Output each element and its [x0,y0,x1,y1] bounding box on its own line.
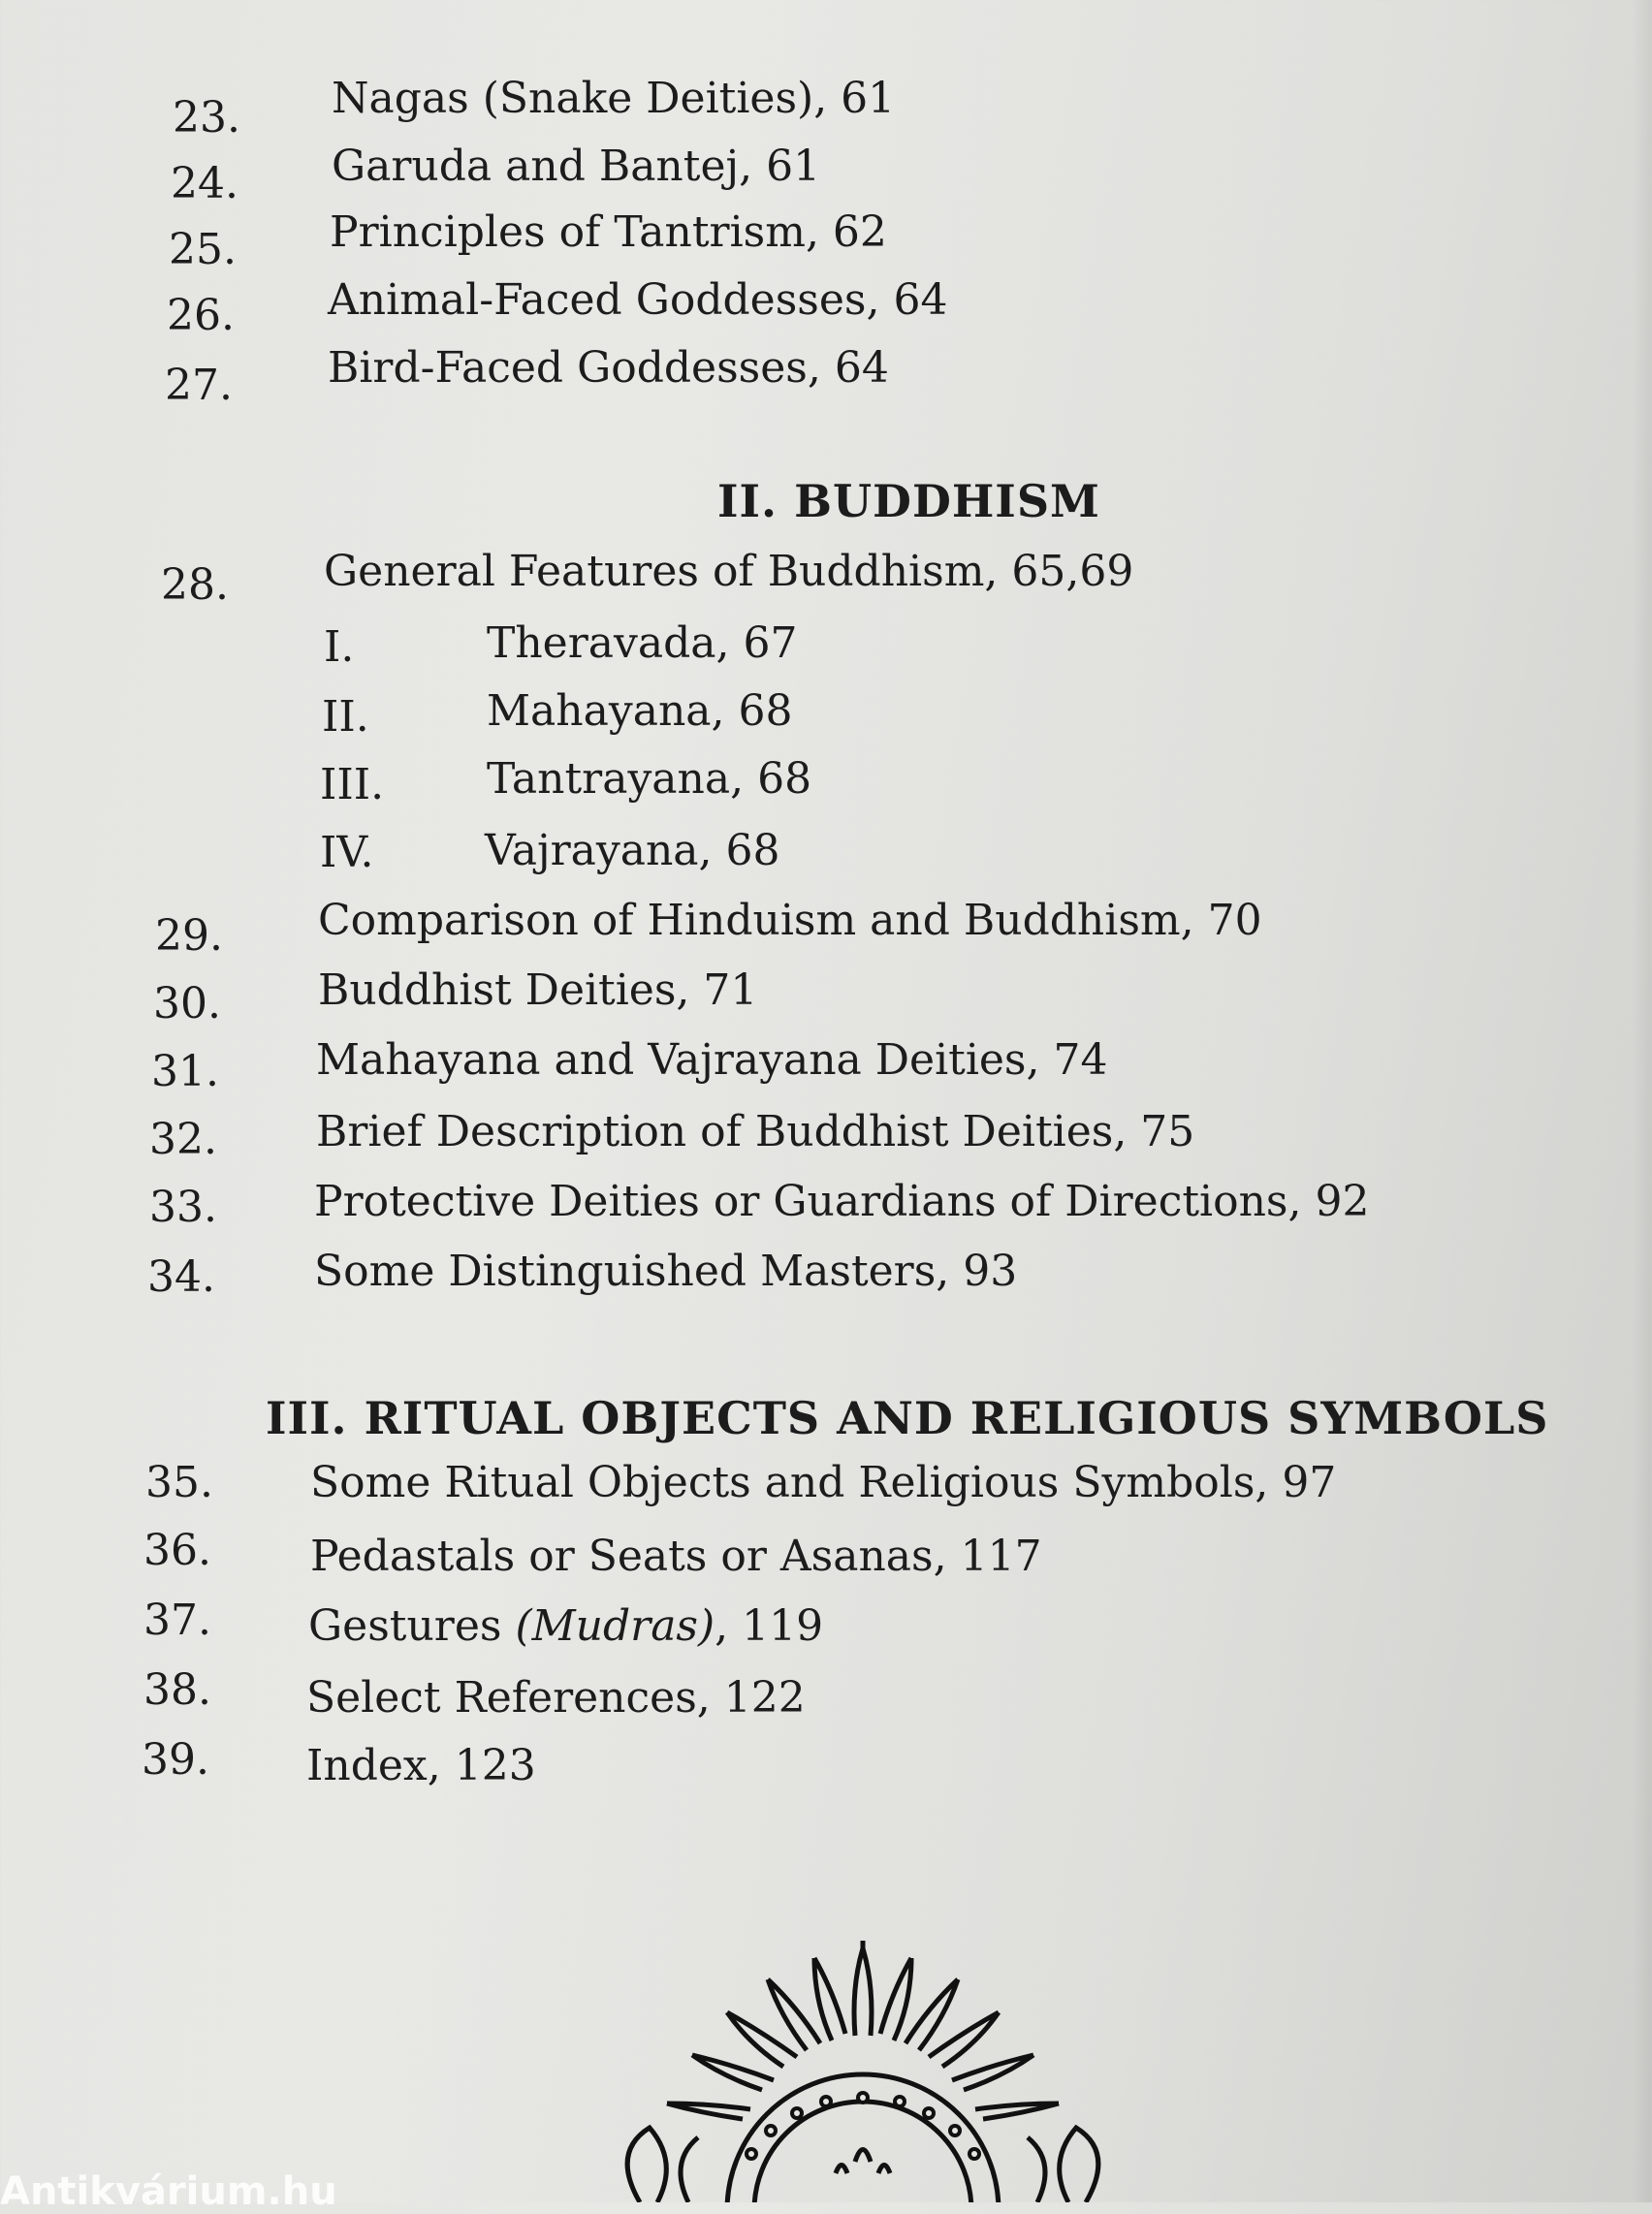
entry-number: 29. [155,911,223,961]
sub-numeral: I. [324,622,355,672]
entry-number: 25. [169,225,237,274]
entry-number: 28. [161,560,229,610]
entry-title: Protective Deities or Guardians of Directions, 92 [314,1177,1370,1226]
entry-title: Some Distinguished Masters, 93 [314,1247,1018,1296]
entry-title: Comparison of Hinduism and Buddhism, 70 [318,896,1262,945]
page-edge-shadow [1633,0,1652,2202]
entry-number: 38. [143,1665,211,1715]
entry-title: Garuda and Bantej, 61 [332,142,821,191]
entry-number: 37. [143,1596,211,1645]
entry-title-text: Gestures [308,1601,516,1651]
entry-title [308,1601,823,1652]
entry-title-page: , 119 [715,1601,824,1651]
entry-title: Brief Description of Buddhist Deities, 75 [316,1107,1195,1156]
entry-number: 26. [167,291,235,340]
entry-title: Nagas (Snake Deities), 61 [332,74,896,123]
entry-title: Buddhist Deities, 71 [318,965,758,1015]
entry-title: Index, 123 [306,1741,536,1790]
entry-title-italic: (Mudras) [515,1601,715,1651]
entry-title: Principles of Tantrism, 62 [330,207,887,257]
watermark: Antikvárium.hu [0,2169,337,2214]
entry-number: 36. [143,1526,211,1575]
entry-number: 27. [165,361,233,410]
entry-number: 30. [153,979,221,1028]
section-heading-buddhism: II. BUDDHISM [717,475,1100,527]
entry-number: 34. [147,1252,215,1302]
entry-number: 39. [142,1735,209,1785]
sub-numeral: IV. [320,828,374,877]
entry-title: Select References, 122 [306,1673,806,1723]
entry-number: 35. [145,1458,213,1507]
sub-title: Theravada, 67 [487,618,798,668]
sub-title: Tantrayana, 68 [487,754,812,804]
entry-number: 33. [149,1183,217,1232]
sub-numeral: II. [322,692,369,742]
entry-title: General Features of Buddhism, 65,69 [324,547,1134,596]
entry-number: 31. [151,1047,219,1096]
sub-title: Vajrayana, 68 [485,826,780,875]
sub-title: Mahayana, 68 [487,686,793,736]
entry-number: 32. [149,1115,217,1164]
entry-number: 24. [171,159,238,208]
entry-title: Mahayana and Vajrayana Deities, 74 [316,1035,1108,1085]
entry-title: Animal-Faced Goddesses, 64 [328,275,948,325]
entry-title: Pedastals or Seats or Asanas, 117 [310,1532,1042,1581]
sub-numeral: III. [320,760,385,809]
section-heading-ritual: III. RITUAL OBJECTS AND RELIGIOUS SYMBOLS [266,1392,1549,1444]
entry-title: Bird-Faced Goddesses, 64 [328,343,889,393]
lotus-mandala-icon [543,1919,1183,2202]
entry-number: 23. [173,93,240,142]
entry-title: Some Ritual Objects and Religious Symbols, 97 [310,1458,1337,1507]
